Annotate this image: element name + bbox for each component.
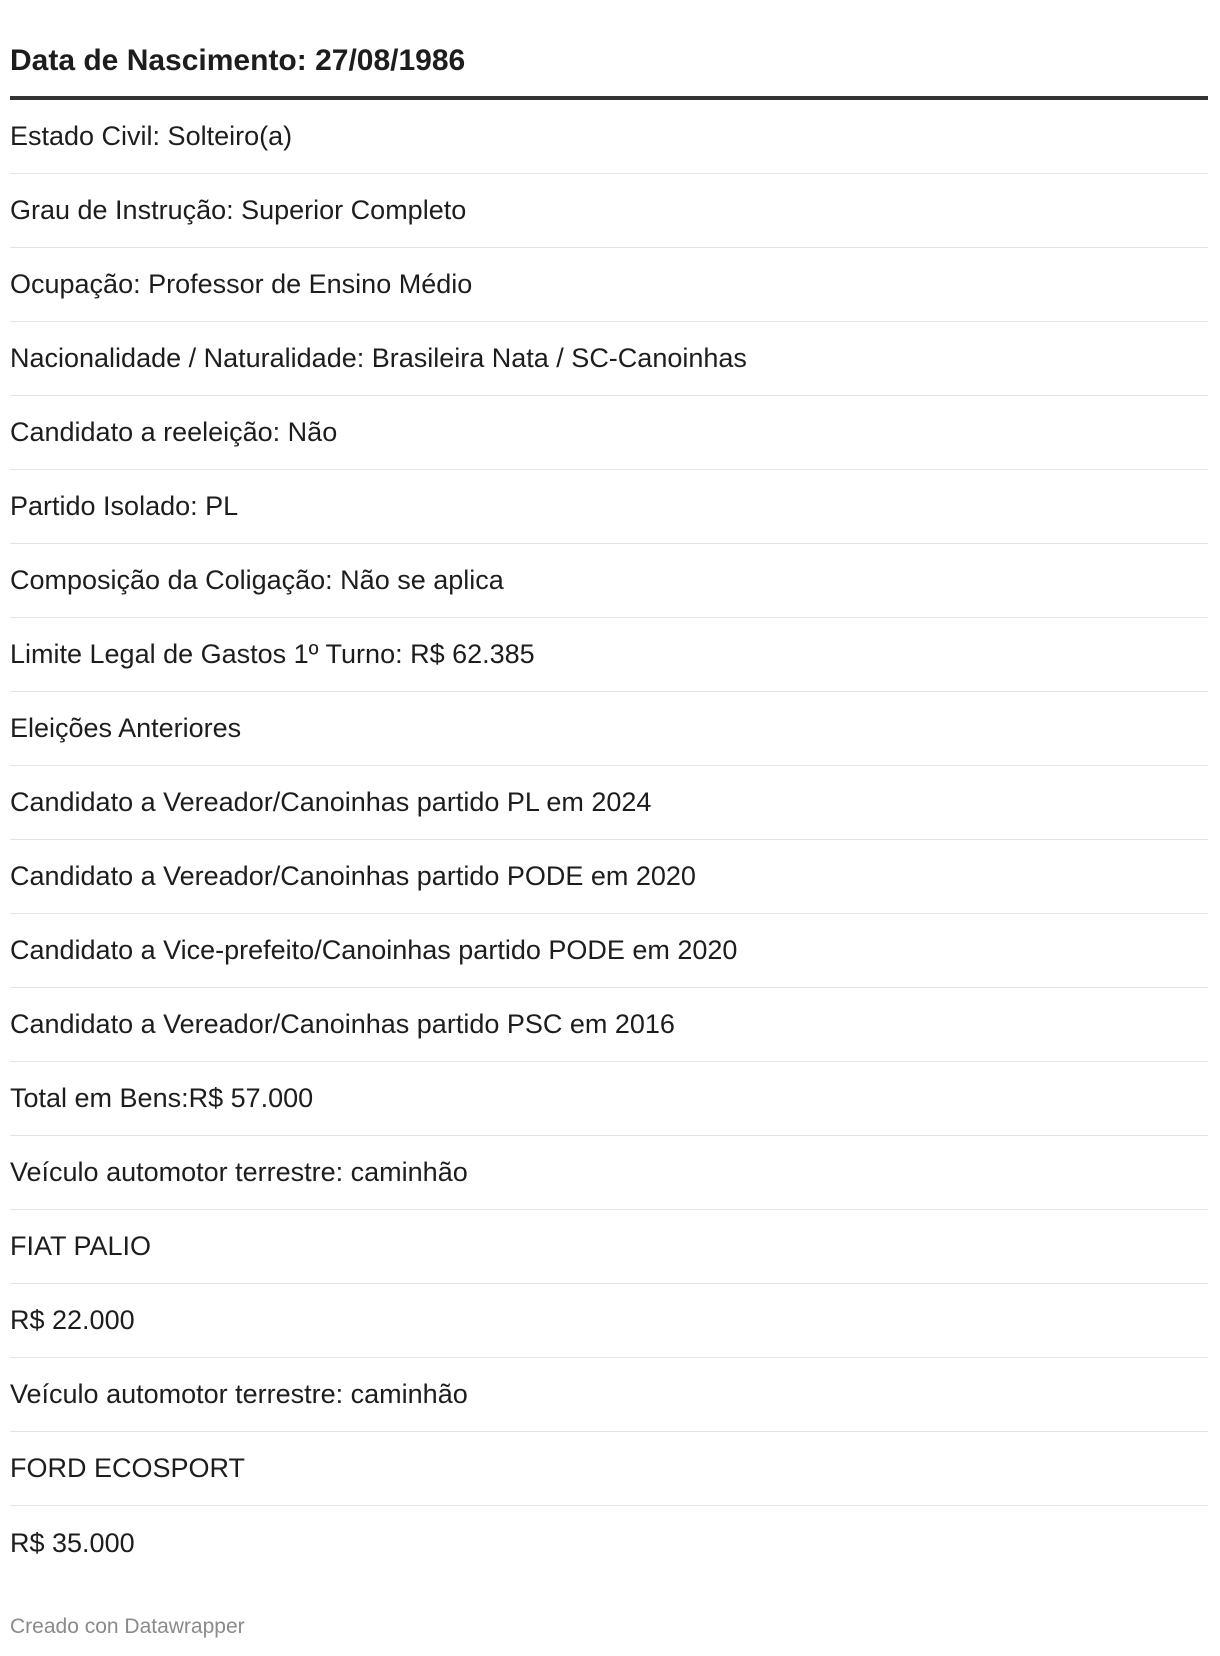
table-row: Candidato a Vereador/Canoinhas partido PSC em 2016 <box>10 988 1208 1062</box>
table-body <box>10 100 1208 1580</box>
table-row: Grau de Instrução: Superior Completo <box>10 174 1208 248</box>
table-row: Candidato a Vice-prefeito/Canoinhas partido PODE em 2020 <box>10 914 1208 988</box>
table-row: R$ 35.000 <box>10 1527 135 1558</box>
table-row: Estado Civil: Solteiro(a) <box>10 100 1208 174</box>
table-row: Total em Bens:R$ 57.000 <box>10 1062 1208 1136</box>
candidate-info-table <box>10 28 1208 1580</box>
table-row: R$ 22.000 <box>10 1284 1208 1358</box>
table-header: Data de Nascimento: 27/08/1986 <box>10 28 1208 100</box>
table-row: Candidato a reeleição: Não <box>10 396 1208 470</box>
table-row: Veículo automotor terrestre: caminhão <box>10 1358 1208 1432</box>
table-row: Nacionalidade / Naturalidade: Brasileira Nata / SC-Canoinhas <box>10 322 1208 396</box>
table-row: Candidato a Vereador/Canoinhas partido PL em 2024 <box>10 766 1208 840</box>
table-row: Candidato a Vereador/Canoinhas partido PODE em 2020 <box>10 840 1208 914</box>
table-row: Eleições Anteriores <box>10 692 1208 766</box>
table-row: FORD ECOSPORT <box>10 1432 1208 1506</box>
table-row: FIAT PALIO <box>10 1210 1208 1284</box>
table-row: Ocupação: Professor de Ensino Médio <box>10 248 1208 322</box>
table-row: Veículo automotor terrestre: caminhão <box>10 1136 1208 1210</box>
table-row: Limite Legal de Gastos 1º Turno: R$ 62.385 <box>10 618 1208 692</box>
table-row: Partido Isolado: PL <box>10 470 1208 544</box>
table-row: Composição da Coligação: Não se aplica <box>10 544 1208 618</box>
datawrapper-credit[interactable]: Creado con Datawrapper <box>10 1615 245 1638</box>
